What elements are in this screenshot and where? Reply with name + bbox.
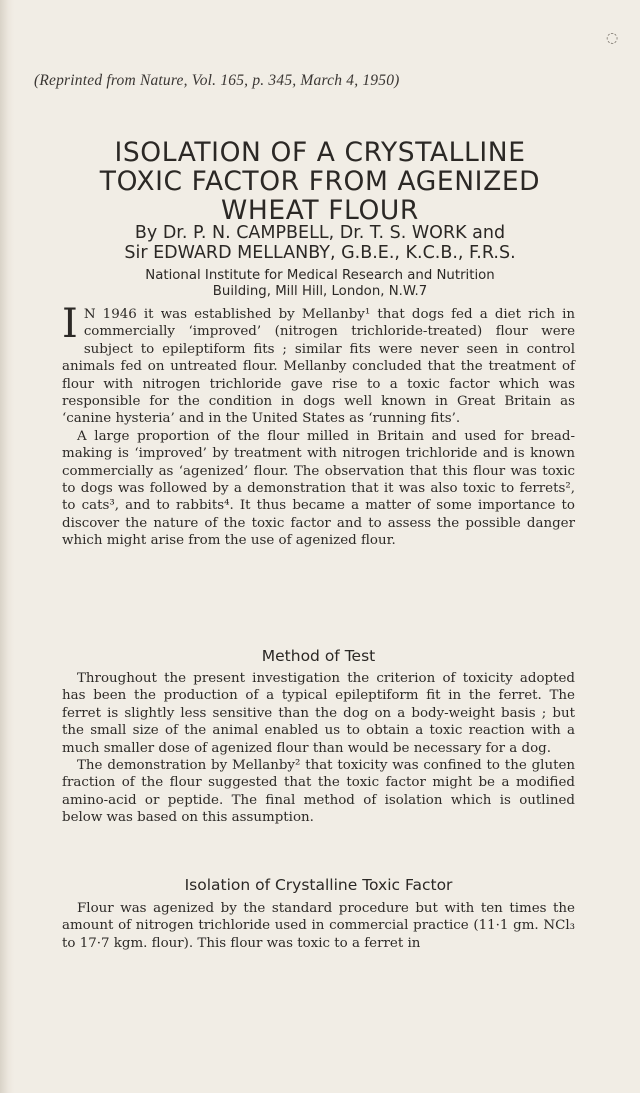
authors bbox=[60, 223, 580, 263]
affiliation-line: Building, Mill Hill, London, N.W.7 bbox=[212, 284, 428, 299]
isolation-paragraph-1: Flour was agenized by the standard procedure but with ten times the amount of nitrogen trichloride used in commercial practice (11·1 gm. NCl₃ to 17·7 kgm. flour). This flour was toxic to a ferret in bbox=[62, 901, 575, 951]
intro-paragraph-1-text: N 1946 it was established by Mellanby¹ that dogs fed a diet rich in commercially ‘improved’ (nitrogen trichloride-treated) flour were subject to epileptiform fits ; similar fits were never seen in control animals fed on untreated flour. Mellanby concluded that the treatment of flour with nitrogen trichloride gave rise to a toxic factor which was responsible for the condition in dogs well known in Great Britain as ‘canine hysteria’ and in the United States as ‘running fits’. bbox=[62, 307, 575, 427]
corner-mark-icon: ◌ bbox=[606, 30, 619, 46]
section-heading-isolation: Isolation of Crystalline Toxic Factor bbox=[184, 876, 453, 894]
title-line: WHEAT FLOUR bbox=[221, 195, 419, 226]
authors-line: By Dr. P. N. CAMPBELL, Dr. T. S. WORK and bbox=[134, 223, 506, 243]
method-paragraph-1: Throughout the present investigation the criterion of toxicity adopted has been the production of a typical epileptiform fit in the ferret. The ferret is slightly less sensitive than the dog on a body-weight basis ; but the small size of the animal enabled us to obtain a toxic reaction with a much smaller dose of agenized flour than would be necessary for a dog. bbox=[62, 671, 575, 756]
isolation-section bbox=[62, 900, 575, 952]
affiliation-line: National Institute for Medical Research and Nutrition bbox=[145, 268, 495, 283]
method-section bbox=[62, 670, 575, 827]
intro-paragraph-1 bbox=[62, 301, 575, 428]
article-title bbox=[60, 138, 580, 225]
method-paragraph-2: The demonstration by Mellanby² that toxicity was confined to the gluten fraction of the flour suggested that the toxic factor might be a modified amino-acid or peptide. The final method of isolation which is outlined below was based on this assumption. bbox=[62, 758, 575, 826]
drop-cap: I bbox=[62, 301, 78, 347]
authors-line: Sir EDWARD MELLANBY, G.B.E., K.C.B., F.R.S. bbox=[124, 243, 516, 263]
title-line: TOXIC FACTOR FROM AGENIZED bbox=[99, 166, 541, 197]
reprint-citation: (Reprinted from Nature, Vol. 165, p. 345, March 4, 1950) bbox=[34, 72, 400, 89]
introduction bbox=[62, 301, 575, 550]
page-edge-shadow bbox=[0, 0, 14, 1093]
title-line: ISOLATION OF A CRYSTALLINE bbox=[114, 137, 526, 168]
section-heading-method: Method of Test bbox=[261, 647, 376, 665]
intro-paragraph-2: A large proportion of the flour milled in Britain and used for bread-making is ‘improved’ by treatment with nitrogen trichloride and is known commercially as ‘agenized’ flour. The observation that this flour was toxic to dogs was followed by a demonstration that it was also toxic to ferrets², to cats³, and to rabbits⁴. It thus became a matter of some importance to discover the nature of the toxic factor and to assess the possible danger which might arise from the use of agenized flour. bbox=[62, 428, 575, 549]
affiliation bbox=[60, 268, 580, 300]
